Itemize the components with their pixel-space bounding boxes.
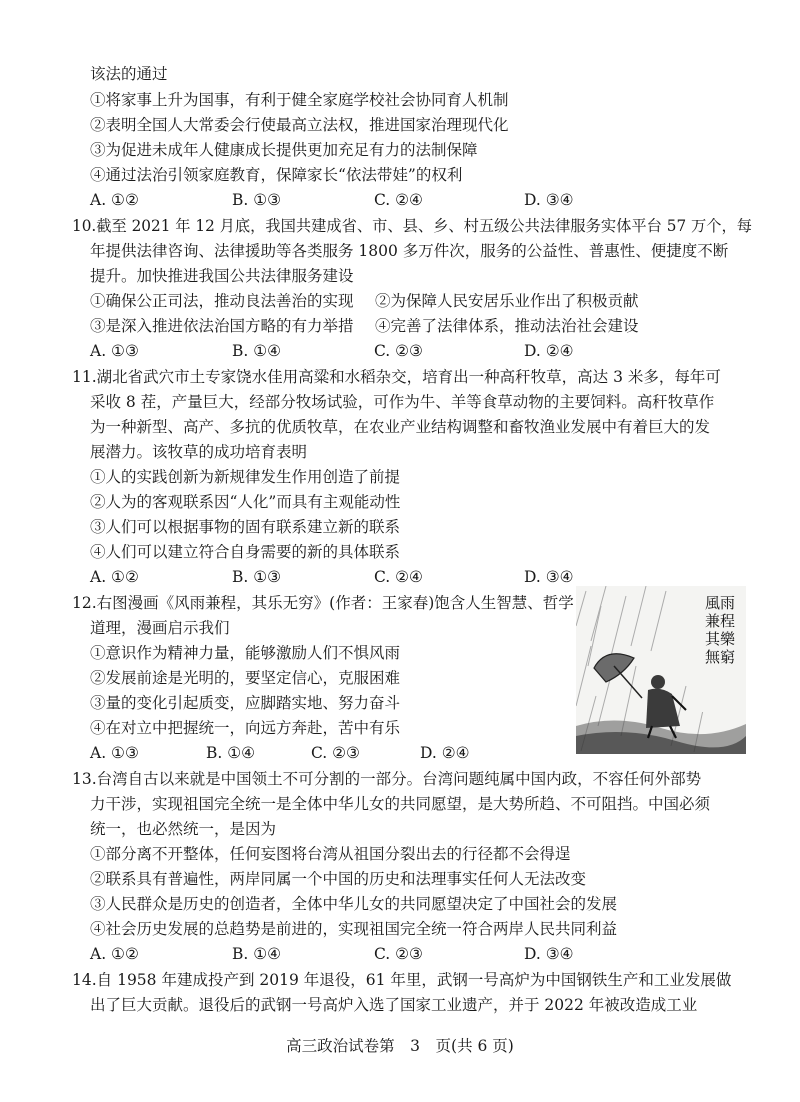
cartoon-image bbox=[576, 586, 746, 754]
q10-stem-1: 10.截至 2021 年 12 月底，我国共建成省、市、县、乡、村五级公共法律服务实体平台 57 万个，每 bbox=[72, 217, 753, 235]
q11-stem-3: 为一种新型、高产、多抗的优质牧草，在农业产业结构调整和畜牧渔业发展中有着巨大的发 bbox=[90, 418, 711, 436]
q12-option-a: A. ①③ bbox=[90, 744, 139, 762]
q13-item-2: ②联系具有普遍性，两岸同属一个中国的历史和法理事实任何人无法改变 bbox=[90, 870, 587, 888]
q11-item-4: ④人们可以建立符合自身需要的新的具体联系 bbox=[90, 543, 401, 561]
q13-item-1: ①部分离不开整体，任何妄图将台湾从祖国分裂出去的行径都不会得逞 bbox=[90, 845, 571, 863]
q9-option-b: B. ①③ bbox=[232, 191, 282, 209]
q11-stem-4: 展潜力。该牧草的成功培育表明 bbox=[90, 443, 308, 461]
q9-item-3: ③为促进未成年人健康成长提供更加充足有力的法制保障 bbox=[90, 141, 478, 159]
q12-item-3: ③量的变化引起质变，应脚踏实地、努力奋斗 bbox=[90, 694, 401, 712]
q9-item-2: ②表明全国人大常委会行使最高立法权，推进国家治理现代化 bbox=[90, 116, 509, 134]
q10-option-d: D. ②④ bbox=[524, 342, 574, 360]
q9-item-4: ④通过法治引领家庭教育，保障家长“依法带娃”的权利 bbox=[90, 166, 463, 184]
q11-stem-1: 11.湖北省武穴市土专家饶水佳用高粱和水稻杂交，培育出一种高秆牧草，高达 3 米多，每年可 bbox=[72, 368, 721, 386]
q10-item-1: ①确保公正司法，推动良法善治的实现 bbox=[90, 292, 354, 310]
q12-option-d: D. ②④ bbox=[420, 744, 470, 762]
cartoon-caption: 風雨兼程其樂無窮 bbox=[704, 594, 735, 666]
q11-option-b: B. ①③ bbox=[232, 568, 282, 586]
q12-stem-1: 12.右图漫画《风雨兼程，其乐无穷》(作者：王家春)饱含人生智慧、哲学 bbox=[72, 594, 574, 612]
q10-item-2: ②为保障人民安居乐业作出了积极贡献 bbox=[375, 292, 639, 310]
q9-option-c: C. ②④ bbox=[374, 191, 423, 209]
q10-option-a: A. ①③ bbox=[90, 342, 139, 360]
q13-stem-2: 力干涉，实现祖国完全统一是全体中华儿女的共同愿望，是大势所趋、不可阻挡。中国必须 bbox=[90, 795, 711, 813]
q13-option-a: A. ①② bbox=[90, 945, 139, 963]
q10-item-4: ④完善了法律体系，推动法治社会建设 bbox=[375, 317, 639, 335]
q13-item-4: ④社会历史发展的总趋势是前进的，实现祖国完全统一符合两岸人民共同利益 bbox=[90, 920, 618, 938]
q12-item-2: ②发展前途是光明的，要坚定信心，克服困难 bbox=[90, 669, 401, 687]
q10-item-3: ③是深入推进依法治国方略的有力举措 bbox=[90, 317, 354, 335]
q9-option-a: A. ①② bbox=[90, 191, 139, 209]
q9-item-1: ①将家事上升为国事，有利于健全家庭学校社会协同育人机制 bbox=[90, 91, 509, 109]
q13-item-3: ③人民群众是历史的创造者，全体中华儿女的共同愿望决定了中国社会的发展 bbox=[90, 895, 618, 913]
q11-option-c: C. ②④ bbox=[374, 568, 423, 586]
q11-item-2: ②人为的客观联系因“人化”而具有主观能动性 bbox=[90, 493, 401, 511]
q10-option-b: B. ①④ bbox=[232, 342, 282, 360]
page-footer: 高三政治试卷第 3 页(共 6 页) bbox=[286, 1037, 514, 1055]
q12-stem-2: 道理，漫画启示我们 bbox=[90, 619, 230, 637]
q12-option-c: C. ②③ bbox=[311, 744, 360, 762]
q12-option-b: B. ①④ bbox=[206, 744, 256, 762]
q11-option-d: D. ③④ bbox=[524, 568, 574, 586]
q11-item-3: ③人们可以根据事物的固有联系建立新的联系 bbox=[90, 518, 401, 536]
q11-item-1: ①人的实践创新为新规律发生作用创造了前提 bbox=[90, 468, 401, 486]
q13-stem-3: 统一，也必然统一，是因为 bbox=[90, 820, 277, 838]
q11-stem-2: 采收 8 茬，产量巨大，经部分牧场试验，可作为牛、羊等食草动物的主要饲料。高秆牧草作 bbox=[90, 393, 715, 411]
q10-stem-2: 年提供法律咨询、法律援助等各类服务 1800 多万件次，服务的公益性、普惠性、便捷度不断 bbox=[90, 242, 729, 260]
intro-line: 该法的通过 bbox=[90, 65, 168, 83]
q9-option-d: D. ③④ bbox=[524, 191, 574, 209]
q14-stem-2: 出了巨大贡献。退役后的武钢一号高炉入选了国家工业遗产，并于 2022 年被改造成工业 bbox=[90, 996, 698, 1014]
q13-stem-1: 13.台湾自古以来就是中国领土不可分割的一部分。台湾问题纯属中国内政，不容任何外部势 bbox=[72, 770, 702, 788]
q13-option-d: D. ③④ bbox=[524, 945, 574, 963]
q11-option-a: A. ①② bbox=[90, 568, 139, 586]
q10-stem-3: 提升。加快推进我国公共法律服务建设 bbox=[90, 267, 354, 285]
q12-item-4: ④在对立中把握统一，向远方奔赴，苦中有乐 bbox=[90, 719, 401, 737]
q12-item-1: ①意识作为精神力量，能够激励人们不惧风雨 bbox=[90, 644, 401, 662]
q13-option-b: B. ①④ bbox=[232, 945, 282, 963]
q13-option-c: C. ②③ bbox=[374, 945, 423, 963]
q14-stem-1: 14.自 1958 年建成投产到 2019 年退役，61 年里，武钢一号高炉为中国钢铁生产和工业发展做 bbox=[72, 971, 732, 989]
q10-option-c: C. ②③ bbox=[374, 342, 423, 360]
